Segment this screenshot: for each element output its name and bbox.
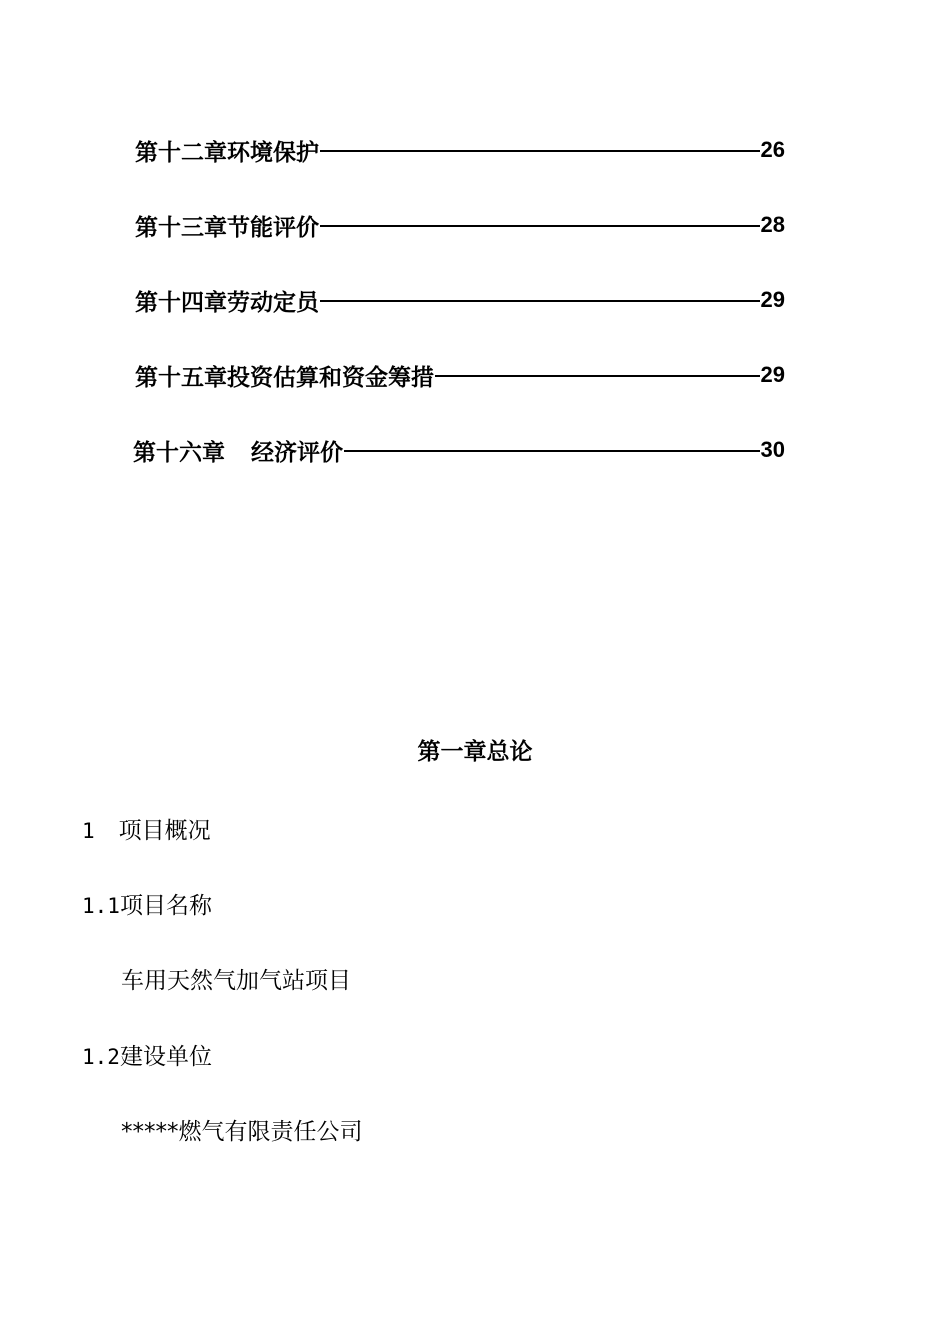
toc-leader-line [320,225,760,227]
toc-page-number: 30 [760,437,785,462]
section-number: 1 [82,819,95,843]
toc-entry[interactable] [135,207,785,243]
toc-leader-line [344,450,760,452]
toc-page-number: 26 [760,137,785,162]
toc-entry[interactable] [133,432,785,468]
subsection-number: 1.2 [82,1045,120,1069]
subsection-heading [82,1038,212,1071]
toc-page-number: 29 [760,287,785,312]
subsection-title: 建设单位 [119,1044,212,1070]
toc-entry-title: 第十五章投资估算和资金筹措 [135,364,434,391]
toc-entry[interactable] [135,132,785,168]
subsection-title: 项目名称 [119,893,212,919]
toc-entry-title: 第十三章节能评价 [135,214,319,241]
toc-entry-title-prefix: 第十六章 [133,439,225,466]
toc-leader-line [320,300,760,302]
toc-page-number: 28 [760,212,785,237]
toc-page-number: 29 [760,362,785,387]
toc-entry-title: 第十四章劳动定员 [135,289,319,316]
toc-entry[interactable] [135,357,785,393]
section-title: 项目概况 [118,818,211,844]
project-name: 车用天然气加气站项目 [121,968,351,994]
toc-entry-title: 第十二章环境保护 [135,139,319,166]
company-name: *****燃气有限责任公司 [121,1119,363,1145]
section-heading [82,812,211,845]
toc-leader-line [320,150,760,152]
toc-leader-line [435,375,760,377]
subsection-number: 1.1 [82,894,120,918]
chapter-heading: 第一章总论 [417,739,533,765]
toc-entry[interactable] [135,282,785,318]
toc-entry-title-suffix: 经济评价 [251,439,343,466]
subsection-heading [82,887,212,920]
toc-entry-title [133,434,343,467]
